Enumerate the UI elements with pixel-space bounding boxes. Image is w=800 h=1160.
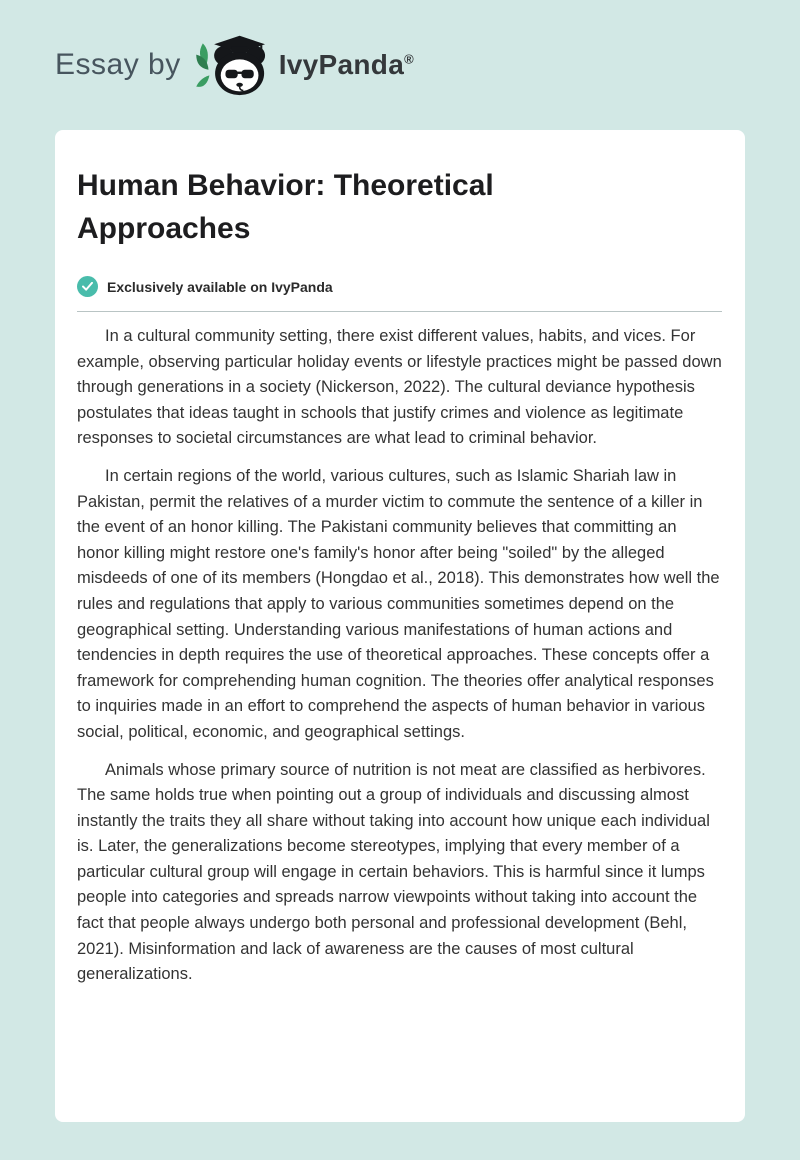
check-icon: [77, 276, 98, 297]
ivypanda-logo: [195, 32, 414, 98]
essay-by-label: Essay by: [55, 48, 181, 81]
essay-paragraph: In a cultural community setting, there exist different values, habits, and vices. For example, observing particular holiday events or lifestyle practices might be passed down through generations in a society (Nickerson, 2022). The cultural deviance hypothesis postulates that ideas taught in schools that justify crimes and violence as legitimate responses to societal circumstances are what lead to criminal behavior.: [77, 327, 722, 448]
divider: [77, 311, 722, 312]
essay-paragraph: Animals whose primary source of nutrition is not meat are classified as herbivores. The same holds true when pointing out a group of individuals and discussing almost instantly the traits they all share without taking into account how unique each individual is. Later, the generalizations become stereotypes, implying that every member of a particular cultural group will engage in certain behaviors. This is harmful since it lumps people into categories and spreads narrow viewpoints without taking into account the fact that people always undergo both personal and professional development (Behl, 2021). Misinformation and lack of awareness are the causes of most cultural generalizations.: [77, 760, 710, 984]
panda-graduate-logo-icon: [195, 32, 271, 98]
brand-name: [279, 49, 414, 81]
header: [55, 0, 745, 130]
essay-paragraph: In certain regions of the world, various cultures, such as Islamic Shariah law in Pakistan, permit the relatives of a murder victim to commute the sentence of a killer in the event of an honor killing. The Pakistani community believes that committing an honor killing might restore one's family's honor after being "soiled" by the alleged misdeeds of one of its members (Hongdao et al., 2018). This demonstrates how well the rules and regulations that apply to various communities sometimes depend on the geographical setting. Understanding various manifestations of human actions and tendencies in depth requires the use of theoretical approaches. These concepts offer a framework for comprehending human cognition. The theories offer analytical responses to inquiries made in an effort to comprehend the aspects of human behavior in various social, political, economic, and geographical settings.: [77, 466, 720, 741]
essay-card: [55, 130, 745, 1122]
registered-mark: ®: [404, 51, 414, 67]
page-title: Human Behavior: Theoretical Approaches: [77, 169, 494, 245]
availability-row: [77, 276, 722, 297]
availability-label: Exclusively available on IvyPanda: [107, 278, 333, 295]
essay-body: [77, 324, 722, 988]
brand-text: IvyPanda: [278, 49, 405, 80]
